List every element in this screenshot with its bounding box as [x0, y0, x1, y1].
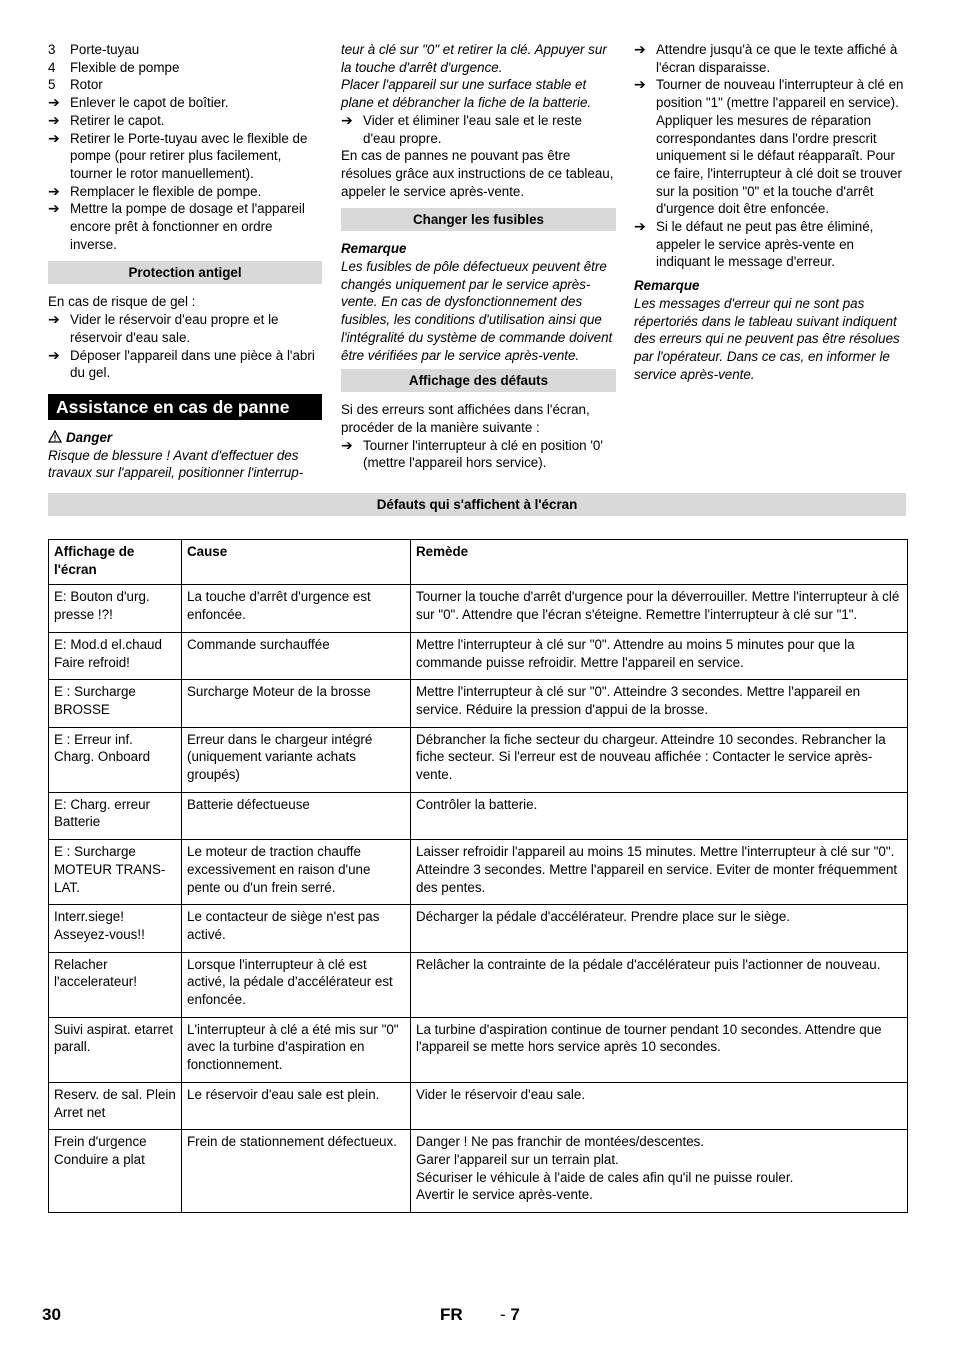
cell-display: Suivi aspirat. etarret parall. [49, 1017, 182, 1082]
cell-display: E: Bouton d'urg. presse !?! [49, 585, 182, 632]
cell-cause: Surcharge Moteur de la brosse [182, 680, 411, 727]
remark-label: Remarque [341, 241, 407, 257]
cell-cause: Le contacteur de siège n'est pas activé. [182, 905, 411, 952]
remedy-line: Danger ! Ne pas franchir de montées/descentes. [416, 1134, 705, 1150]
section-heading-faults: Affichage des défauts [341, 369, 616, 392]
step: ➔ Mettre la pompe de dosage et l'appareil encore prêt à fonctionner en ordre inverse. [48, 200, 305, 252]
column-header-display: Affichage de l'écran [49, 540, 182, 585]
arrow-right-icon: ➔ [341, 111, 353, 128]
step: ➔ Attendre jusqu'à ce que le texte affiché à l'écran disparaisse. [634, 41, 898, 75]
cell-display: E: Mod.d el.chaud Faire refroid! [49, 632, 182, 679]
arrow-right-icon: ➔ [48, 311, 60, 328]
arrow-right-icon: ➔ [48, 94, 60, 111]
danger-text-cont: teur à clé sur "0" et retirer la clé. Appuyer sur la touche d'arrêt d'urgence. [341, 42, 607, 75]
column-middle [341, 41, 616, 472]
cell-remedy [411, 1130, 908, 1213]
remark-label: Remarque [634, 278, 700, 294]
cell-cause: Le moteur de traction chauffe excessivement en raison d'une pente ou d'un frein serré. [182, 840, 411, 905]
service-paragraph: En cas de pannes ne pouvant pas être résolues grâce aux instructions de ce tableau, appeler le service après-vente. [341, 148, 614, 199]
table-row [49, 680, 908, 727]
cell-cause: Erreur dans le chargeur intégré (uniquement variante achats groupés) [182, 727, 411, 792]
cell-cause: Frein de stationnement défectueux. [182, 1130, 411, 1213]
cell-display: Reserv. de sal. Plein Arret net [49, 1082, 182, 1129]
step: ➔ Si le défaut ne peut pas être éliminé, appeler le service après-vente en indiquant le message d'erreur. [634, 218, 874, 270]
cell-display: E : Surcharge MOTEUR TRANS-LAT. [49, 840, 182, 905]
step: ➔ Enlever le capot de boîtier. [48, 94, 229, 111]
arrow-right-icon: ➔ [48, 200, 60, 217]
table-row [49, 905, 908, 952]
cell-remedy: Mettre l'interrupteur à clé sur "0". Atteindre 3 secondes. Mettre l'appareil en service. Réduire la pression d'appui de la brosse. [411, 680, 908, 727]
table-row [49, 1082, 908, 1129]
table-row [49, 585, 908, 632]
table-row [49, 952, 908, 1017]
fuse-remark: Les fusibles de pôle défectueux peuvent être changés uniquement par le service après-vente. En cas de dysfonctionnement des fusibles, les conditions d'utilisation ainsi que l'intégralité du système de commande doivent être vérifiées par le service après-vente. [341, 259, 613, 363]
table-row [49, 727, 908, 792]
danger-text: Risque de blessure ! Avant d'effectuer des travaux sur l'appareil, positionner l'interrup- [48, 447, 304, 481]
cell-remedy: Relâcher la contrainte de la pédale d'accélérateur puis l'actionner de nouveau. [411, 952, 908, 1017]
cell-display: E : Erreur inf. Charg. Onboard [49, 727, 182, 792]
column-right [634, 41, 906, 383]
remedy-line: Sécuriser le véhicule à l'aide de cales afin qu'il ne puisse rouler. [416, 1169, 794, 1185]
table-row [49, 1017, 908, 1082]
cell-remedy: Mettre l'interrupteur à clé sur "0". Attendre au moins 5 minutes pour que la commande puisse refroidir. Mettre l'appareil en service. [411, 632, 908, 679]
section-heading-fuses: Changer les fusibles [341, 208, 616, 231]
remark-text: Les messages d'erreur qui ne sont pas répertoriés dans le tableau suivant indiquent des erreurs qui ne peuvent pas être résolues par l'opérateur. Dans ce cas, en informer le service après-vente. [634, 295, 900, 382]
arrow-right-icon: ➔ [48, 111, 60, 128]
arrow-right-icon: ➔ [48, 182, 60, 199]
frost-intro: En cas de risque de gel : [48, 294, 196, 310]
faults-intro: Si des erreurs sont affichées dans l'écran, procéder de la manière suivante : [341, 402, 590, 435]
cell-cause: Lorsque l'interrupteur à clé est activé, la pédale d'accélérateur est enfoncée. [182, 952, 411, 1017]
cell-remedy: Contrôler la batterie. [411, 792, 908, 839]
cell-cause: La touche d'arrêt d'urgence est enfoncée. [182, 585, 411, 632]
section-page-number: - 7 [500, 1305, 520, 1324]
table-row [49, 632, 908, 679]
remedy-line: Avertir le service après-vente. [416, 1187, 593, 1203]
step: ➔ Tourner l'interrupteur à clé en position '0' (mettre l'appareil hors service). [341, 436, 603, 471]
table-row [49, 792, 908, 839]
arrow-right-icon: ➔ [48, 129, 60, 146]
arrow-right-icon: ➔ [634, 76, 646, 93]
step: ➔ Déposer l'appareil dans une pièce à l'abri du gel. [48, 346, 315, 381]
column-left [48, 41, 322, 482]
arrow-right-icon: ➔ [48, 346, 60, 363]
step: ➔ Retirer le capot. [48, 111, 165, 128]
cell-cause: Le réservoir d'eau sale est plein. [182, 1082, 411, 1129]
table-heading: Défauts qui s'affichent à l'écran [48, 493, 906, 516]
step: ➔ Vider et éliminer l'eau sale et le reste d'eau propre. [341, 111, 582, 146]
cell-remedy: La turbine d'aspiration continue de tourner pendant 10 secondes. Attendre que l'appareil se mette hors service après 10 secondes. [411, 1017, 908, 1082]
cell-cause: Batterie défectueuse [182, 792, 411, 839]
cell-cause: Commande surchauffée [182, 632, 411, 679]
table-header-row [49, 540, 908, 585]
step: ➔ Remplacer le flexible de pompe. [48, 182, 262, 199]
cell-remedy: Débrancher la fiche secteur du chargeur. Atteindre 10 secondes. Rebrancher la fiche secteur. Si l'erreur est de nouveau affichée : Contacter le service après-vente. [411, 727, 908, 792]
arrow-right-icon: ➔ [634, 218, 646, 235]
table-row [49, 840, 908, 905]
cell-display: E : Surcharge BROSSE [49, 680, 182, 727]
remedy-line: Garer l'appareil sur un terrain plat. [416, 1151, 619, 1167]
cell-remedy: Laisser refroidir l'appareil au moins 15 minutes. Mettre l'interrupteur à clé sur "0". Atteindre 3 secondes. Mettre l'appareil en service. Eviter de monter fréquemment des pentes. [411, 840, 908, 905]
step: ➔ Tourner de nouveau l'interrupteur à clé en position "1" (mettre l'appareil en service). Appliquer les mesures de réparation correspondantes dans l'ordre prescrit uniquement si le défaut réapparaît. Pour ce faire, l'interrupteur à clé doit se trouver sur la position "0" et la touche d'arrêt d'urgence doit être enfoncée. [634, 76, 904, 217]
cell-display: Interr.siege! Asseyez-vous!! [49, 905, 182, 952]
section-heading-frost: Protection antigel [48, 261, 322, 284]
arrow-right-icon: ➔ [634, 41, 646, 57]
chapter-heading: Assistance en cas de panne [48, 394, 322, 420]
cell-cause: L'interrupteur à clé a été mis sur "0" avec la turbine d'aspiration en fonctionnement. [182, 1017, 411, 1082]
cell-remedy: Vider le réservoir d'eau sale. [411, 1082, 908, 1129]
table-row [49, 1130, 908, 1213]
numbered-item: 5 Rotor [48, 77, 103, 93]
arrow-right-icon: ➔ [341, 436, 353, 453]
column-header-remedy: Remède [411, 540, 908, 585]
step: ➔ Vider le réservoir d'eau propre et le réservoir d'eau sale. [48, 311, 279, 345]
cell-display: Frein d'urgence Conduire a plat [49, 1130, 182, 1213]
cell-display: Relacher l'accelerateur! [49, 952, 182, 1017]
numbered-item: 4 Flexible de pompe [48, 59, 180, 75]
cell-display: E: Charg. erreur Batterie [49, 792, 182, 839]
danger-label: Danger [48, 429, 322, 447]
numbered-item: 3 Porte-tuyau [48, 42, 140, 57]
cell-remedy: Décharger la pédale d'accélérateur. Prendre place sur le siège. [411, 905, 908, 952]
cell-remedy: Tourner la touche d'arrêt d'urgence pour la déverrouiller. Mettre l'interrupteur à clé sur "0". Attendre que l'écran s'éteigne. Remettre l'interrupteur à clé sur "1". [411, 585, 908, 632]
page-number: 30 [42, 1305, 61, 1324]
warning-triangle-icon [48, 430, 62, 443]
error-table [48, 539, 908, 1213]
danger-text-cont-2: Placer l'appareil sur une surface stable et plane et débrancher la fiche de la batterie. [341, 77, 592, 111]
step: ➔ Retirer le Porte-tuyau avec le flexible de pompe (pour retirer plus facilement, tourner le rotor manuellement). [48, 129, 308, 181]
language-code: FR [440, 1305, 463, 1324]
column-header-cause: Cause [182, 540, 411, 585]
